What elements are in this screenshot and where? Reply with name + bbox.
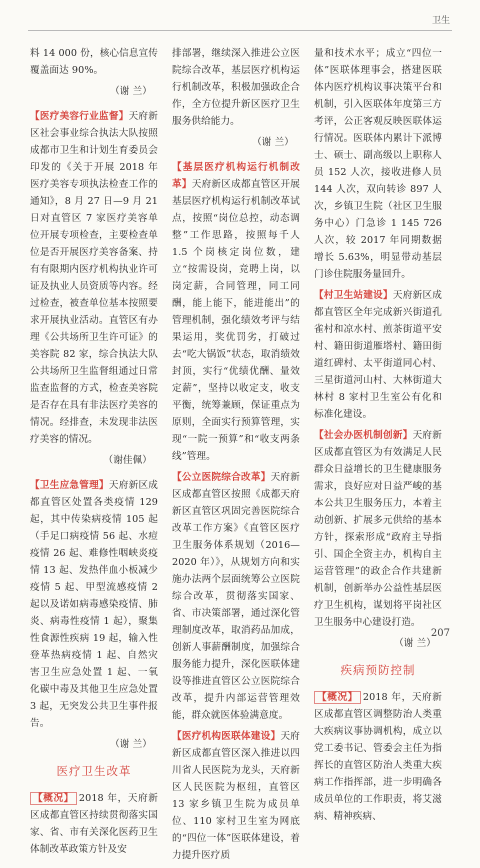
entry-body: 天府新区社会事业综合执法大队按照成都市卫生和计划生育委员会印发的《关于开展 2018 年医疗美容专项执法检查工作的通知》，8 月 27 日—9 月 21 日对直管区 7 家医疗美容单位开展专项检查，主要检查单位是否开展医疗美容备案、持有有限期内医疗机构执业许可证及执业人员资质等内容。经过检查，被查单位基本按照要求开展执业活动。直管区有办理《公共场所卫生许可证》的美容院 82 家，综合执法大队公共场所卫生监督组通过日常监查监督的方式，检查美容院是否存在具有非法医疗美容的情况。经排查，未发现非法医疗美容的情况。 (30, 111, 158, 445)
entry-title: 【概况】 (30, 792, 77, 805)
column-left (30, 45, 158, 862)
entry-body: 天府新区成都直管区为有效满足人民群众日益增长的卫生健康服务需求，良好应对日益严峻的基本公共卫生服务压力，本着主动创新、扩展多元供给的基本方针，探索形成“政府主导指引、国企全资主办，机构自主运营管理”的政企合作共建新机制，创新举办公益性基层医疗卫生机构，谋划将平岗社区卫生服务中心建设打造。 (314, 430, 442, 628)
entry-medical-cosmetology (30, 108, 158, 448)
entry-overview (30, 790, 158, 858)
author-signature: （谢 兰） (252, 137, 294, 148)
section-heading: 疾病预防控制 (340, 663, 416, 677)
paragraph-continued: 量和技术水平；成立“四位一体”医联体理事会，搭建医联体内医疗机构议事决策平台和机制，引入医联体年度第三方考评，公正客观反映医联体运行情况。医联体内累计下派博士、硕士、副高级以上职称人员 152 人次，接收进修人员 144 人次，双向转诊 897 人次，乡镇卫生院（社区卫生服务中心）门急诊 1 145 726 人次，较 2017 年同期数据增长 5.63%，明显带动基层门诊住院服务量回升。 (314, 48, 442, 280)
running-header-section: 卫生 (431, 16, 450, 26)
entry-body: 2018 年，天府新区成都直管区持续贯彻落实国家、省、市有关深化医药卫生体制改革政策方针及安 (30, 793, 158, 855)
entry-health-emergency (30, 477, 158, 732)
entry-title: 【医疗机构医联体建设】 (172, 731, 281, 742)
section-heading: 医疗卫生改革 (56, 764, 132, 778)
entry-medical-consortium (172, 728, 300, 864)
author-signature: （谢 兰） (110, 86, 152, 97)
entry-public-hospital-reform (172, 469, 300, 724)
entry-village-clinic (314, 287, 442, 423)
entry-body: 天府新区成都直管区按照《成都天府新区直管区巩固完善医院综合改革工作方案》《直管区医疗卫生服务体系规划（2016—2020 年）》，从规划方向和实施办法两个层面统筹公立医院综合改革，贯彻落实国家、省、市决策部署，通过深化管理制度改革，取消药品加成，创新人事薪酬制度，加强综合服务能力提升，深化医联体建设等推进直管区公立医院综合改革，提升内部运营管理效能，群众就医体验满意度。 (172, 472, 300, 721)
author-signature: （谢 兰） (394, 638, 436, 649)
entry-title: 【概况】 (314, 691, 361, 704)
entry-social-medical (314, 427, 442, 631)
entry-overview (314, 689, 442, 825)
entry-title: 【社会办医机制创新】 (314, 430, 413, 441)
header-rule (28, 30, 452, 31)
entry-title: 【公立医院综合改革】 (172, 472, 271, 483)
entry-title: 【医疗美容行业监督】 (30, 111, 129, 122)
entry-body: 天府新区成都直管区全年完成新兴街道孔雀村和凉水村、煎茶街道平安村、籍田街道雁塔村、籍田街道红碑村、太平街道同心村、三星街道河山村、大林街道大林村 8 家村卫生室公有化和标准化建设。 (314, 290, 442, 420)
column-middle (172, 45, 300, 868)
entry-grassroots-reform (172, 159, 300, 465)
entry-body: 天府新区成都直管区深入推进以四川省人民医院为龙头，天府新区人民医院为枢纽，直管区 13 家乡镇卫生院为成员单位、110 家村卫生室为网底的“四位一体”医联体建设，着力提升医疗质 (172, 731, 300, 861)
paragraph-continued: 料 14 000 份，核心信息宣传覆盖面达 90%。 (30, 48, 158, 76)
entry-body: 2018 年，天府新区成都直管区调整防治人类重大疾病议事协调机构，成立以党工委书记、管委会主任为指挥长的直管区防治人类重大疾病工作指挥部，进一步明确各成员单位的工作职责，将艾滋病、精神疾病、 (314, 692, 442, 822)
entry-title: 【基层医疗机构运行机制改革】 (172, 162, 300, 190)
paragraph-continued: 排部署，继续深入推进公立医院综合改革，基层医疗机构运行机制改革，积极加强政企合作，全方位提升新区医疗卫生服务供给能力。 (172, 48, 300, 127)
entry-title: 【村卫生站建设】 (314, 290, 393, 301)
author-signature: （谢 兰） (110, 739, 152, 750)
entry-title: 【卫生应急管理】 (30, 480, 109, 491)
column-right (314, 45, 442, 829)
entry-body: 天府新区成都直管区开展基层医疗机构运行机制改革试点，按照“岗位总控，动态调整”工作思路，按照每千人 1.5 个岗核定岗位数，建立“按需设岗，竞聘上岗，以岗定薪，合同管理，同工同酬，能上能下，能进能出”的管理机制，强化绩效考评与结果运用，奖优罚劣，打破过去“吃大锅饭”状态，取消绩效封顶，实行“优绩优酬、量效定薪”，坚持以收定支，收支平衡，统筹兼顾，保证重点为原则，全面实行预算管理，实现“一院一预算”和“收支两条线”管理。 (172, 179, 300, 462)
author-signature: （谢佳佩） (103, 455, 152, 466)
entry-body: 天府新区成都直管区处置各类疫情 129 起，其中传染病疫情 105 起（手足口病疫情 56 起、水痘疫情 26 起、难修性咽峡炎疫情 13 起、发热伴血小板减少疫情 5 起、甲型流感疫情 2 起以及诺如病毒感染疫情、肺炎、病毒性疫情 1 起），聚集性食源性疾病 19 起，输入性登革热病疫情 1 起、自然灾害卫生应急处置 1 起、一氧化碳中毒及其他卫生应急处置 3 起，无突发公共卫生事件报告。 (30, 480, 158, 729)
page-number: 207 (430, 628, 450, 639)
